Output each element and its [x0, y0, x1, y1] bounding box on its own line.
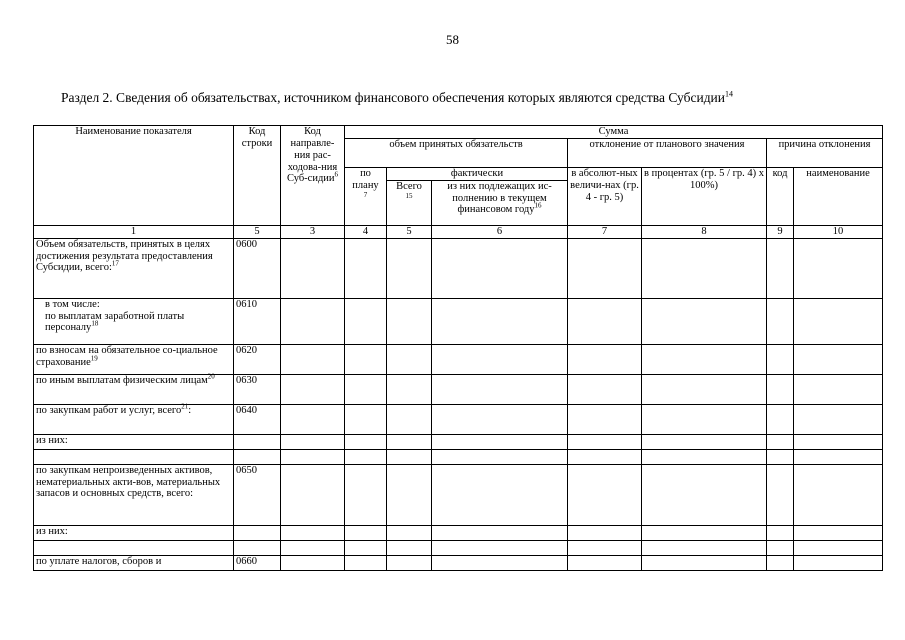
data-cell: [387, 540, 432, 555]
data-cell: [345, 555, 387, 570]
header-absolute: в абсолют-ных величи-нах (гр. 4 - гр. 5): [568, 167, 642, 225]
data-cell: [568, 464, 642, 525]
data-cell: [568, 540, 642, 555]
data-cell: [432, 464, 568, 525]
column-number: 7: [568, 225, 642, 238]
data-cell: [281, 238, 345, 298]
data-cell: [387, 449, 432, 464]
data-cell: [281, 298, 345, 344]
data-cell: [34, 449, 234, 464]
header-direction-code: [281, 126, 345, 226]
table-row: [34, 434, 883, 449]
data-cell: [281, 449, 345, 464]
header-row-code: Код строки: [234, 126, 281, 226]
data-cell: [568, 404, 642, 434]
section-title: [61, 90, 733, 106]
data-cell: [568, 238, 642, 298]
data-cell: [387, 525, 432, 540]
row-label-note: 17: [111, 259, 119, 268]
column-number: 5: [387, 225, 432, 238]
header-reason-code: код: [767, 167, 794, 225]
data-cell: [794, 404, 883, 434]
table-row: [34, 555, 883, 570]
data-cell: [432, 238, 568, 298]
blank-row: [34, 540, 883, 555]
column-number: 9: [767, 225, 794, 238]
data-cell: [642, 525, 767, 540]
data-cell: [345, 374, 387, 404]
data-cell: [387, 555, 432, 570]
data-cell: [281, 525, 345, 540]
data-cell: [281, 344, 345, 374]
header-reason-name: наименование: [794, 167, 883, 225]
data-cell: [794, 434, 883, 449]
data-cell: [568, 555, 642, 570]
data-cell: [281, 404, 345, 434]
table-row: [34, 404, 883, 434]
data-cell: [642, 374, 767, 404]
data-cell: [568, 374, 642, 404]
data-cell: [432, 540, 568, 555]
data-cell: [432, 434, 568, 449]
data-cell: [767, 434, 794, 449]
data-cell: [568, 525, 642, 540]
row-label-note: 20: [207, 372, 215, 381]
data-cell: [345, 298, 387, 344]
header-planned-text: по плану: [352, 167, 379, 191]
row-label-body: [36, 311, 231, 335]
section-title-text: Раздел 2. Сведения об обязательствах, источником финансового обеспечения которых являются средства Субсидии: [61, 90, 726, 105]
data-cell: [642, 238, 767, 298]
row-code: 0620: [234, 344, 281, 374]
column-number: 5: [234, 225, 281, 238]
data-cell: [345, 449, 387, 464]
data-cell: [767, 374, 794, 404]
column-number: 8: [642, 225, 767, 238]
data-cell: [432, 404, 568, 434]
header-deviation: отклонение от планового значения: [568, 138, 767, 167]
data-cell: [794, 298, 883, 344]
row-code: 0650: [234, 464, 281, 525]
data-cell: [568, 449, 642, 464]
header-sum: Сумма: [345, 126, 883, 139]
data-cell: [387, 374, 432, 404]
column-number: 4: [345, 225, 387, 238]
data-cell: [387, 298, 432, 344]
data-cell: [387, 464, 432, 525]
section-title-footnote: 14: [725, 89, 734, 99]
data-cell: [34, 540, 234, 555]
row-label: [34, 374, 234, 404]
data-cell: [794, 464, 883, 525]
data-cell: [345, 464, 387, 525]
header-to-execute-text: из них подлежащих ис-полнению в текущем финансовом году: [447, 180, 552, 216]
data-cell: [432, 449, 568, 464]
data-cell: [767, 449, 794, 464]
data-cell: [432, 344, 568, 374]
data-cell: [794, 449, 883, 464]
data-cell: [642, 404, 767, 434]
column-number: 6: [432, 225, 568, 238]
data-cell: [794, 525, 883, 540]
data-cell: [794, 344, 883, 374]
data-cell: [642, 540, 767, 555]
data-cell: [345, 238, 387, 298]
header-to-execute-note: 16: [534, 201, 542, 210]
page-number: 58: [446, 32, 459, 47]
data-cell: [387, 238, 432, 298]
obligations-table: [33, 125, 883, 571]
table-row: [34, 344, 883, 374]
blank-row: [34, 449, 883, 464]
row-label-text: по взносам на обязательное со-циальное страхование: [36, 344, 218, 368]
header-direction-code-note: 6: [334, 170, 339, 179]
row-code: 0630: [234, 374, 281, 404]
row-label: по закупкам непроизведенных активов, нематериальных акти-вов, материальных запасов и основных средств, всего:: [34, 464, 234, 525]
data-cell: [642, 434, 767, 449]
data-cell: [281, 434, 345, 449]
data-cell: [281, 464, 345, 525]
row-code: [234, 434, 281, 449]
data-cell: [387, 344, 432, 374]
data-cell: [794, 374, 883, 404]
data-cell: [281, 374, 345, 404]
column-number: 1: [34, 225, 234, 238]
row-label-text: по закупкам работ и услуг, всего: [36, 404, 182, 416]
data-cell: [767, 238, 794, 298]
data-cell: [767, 555, 794, 570]
header-total: [387, 180, 432, 225]
data-cell: [794, 555, 883, 570]
table-row: [34, 525, 883, 540]
data-cell: [568, 344, 642, 374]
row-label: по уплате налогов, сборов и: [34, 555, 234, 570]
data-cell: [281, 555, 345, 570]
data-cell: [345, 404, 387, 434]
data-cell: [642, 464, 767, 525]
data-cell: [432, 555, 568, 570]
row-label-note: 18: [91, 319, 99, 328]
row-label-note: 21: [181, 402, 189, 411]
data-cell: [345, 540, 387, 555]
data-cell: [767, 525, 794, 540]
data-cell: [794, 238, 883, 298]
data-cell: [767, 404, 794, 434]
data-cell: [281, 540, 345, 555]
data-cell: [767, 464, 794, 525]
column-numbers-row: [34, 225, 883, 238]
row-code: [234, 525, 281, 540]
table-row: [34, 464, 883, 525]
data-cell: [345, 434, 387, 449]
row-label-text: Объем обязательств, принятых в целях достижения результата предоставления Субсидии, всего:: [36, 238, 213, 274]
data-cell: [432, 525, 568, 540]
column-number: 10: [794, 225, 883, 238]
column-number: 3: [281, 225, 345, 238]
table-row: [34, 298, 883, 344]
data-cell: [234, 449, 281, 464]
header-total-text: Всего: [396, 180, 422, 192]
header-direction-code-text: Код направле-ния рас-ходова-ния Суб-сидии: [286, 126, 338, 185]
row-label-text: по иным выплатам физическим лицам: [36, 374, 208, 386]
data-cell: [568, 434, 642, 449]
data-cell: [794, 540, 883, 555]
header-percent: в процентах (гр. 5 / гр. 4) х 100%): [642, 167, 767, 225]
row-label: из них:: [34, 525, 234, 540]
row-label-suffix: :: [188, 404, 192, 416]
data-cell: [642, 298, 767, 344]
header-obligations: объем принятых обязательств: [345, 138, 568, 167]
data-cell: [767, 540, 794, 555]
row-code: 0660: [234, 555, 281, 570]
header-reason: причина отклонения: [767, 138, 883, 167]
data-cell: [642, 344, 767, 374]
data-cell: [345, 344, 387, 374]
data-cell: [387, 404, 432, 434]
data-cell: [642, 449, 767, 464]
row-label: [34, 238, 234, 298]
data-cell: [432, 298, 568, 344]
row-label-intro: в том числе:: [45, 298, 100, 310]
header-planned-note: 7: [363, 190, 368, 199]
header-indicator-name: Наименование показателя: [34, 126, 234, 226]
data-cell: [568, 298, 642, 344]
data-cell: [642, 555, 767, 570]
header-actual: фактически: [387, 167, 568, 180]
data-cell: [767, 298, 794, 344]
data-cell: [345, 525, 387, 540]
table-row: [34, 374, 883, 404]
header-to-execute: [432, 180, 568, 225]
data-cell: [234, 540, 281, 555]
data-cell: [767, 344, 794, 374]
row-label: [34, 344, 234, 374]
data-cell: [387, 434, 432, 449]
row-label-text: по выплатам заработной платы персоналу: [45, 310, 185, 334]
row-code: 0610: [234, 298, 281, 344]
header-row-1: [34, 126, 883, 139]
row-label-note: 19: [90, 354, 98, 363]
header-total-note: 15: [405, 191, 413, 200]
row-code: 0640: [234, 404, 281, 434]
row-code: 0600: [234, 238, 281, 298]
row-label: [34, 404, 234, 434]
header-planned: [345, 167, 387, 225]
data-cell: [432, 374, 568, 404]
row-label: [34, 298, 234, 344]
row-label: из них:: [34, 434, 234, 449]
table-row: [34, 238, 883, 298]
